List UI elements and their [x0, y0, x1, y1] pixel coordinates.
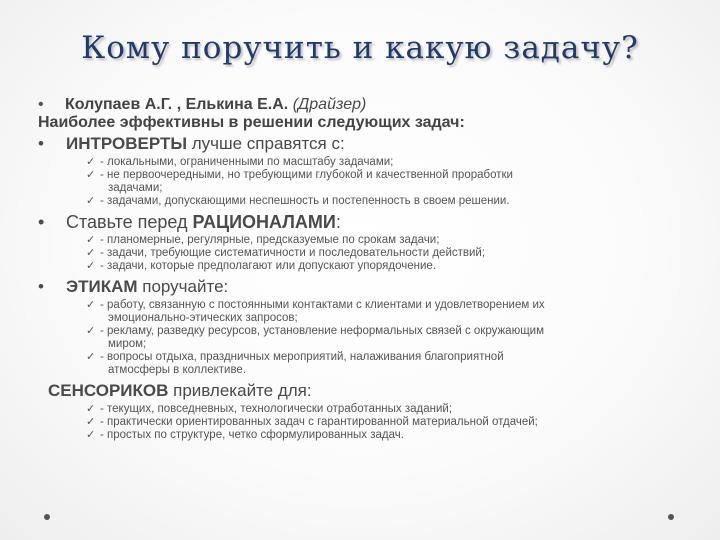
checkmark-icon: ✓ [86, 195, 96, 207]
introverts-item [86, 195, 698, 208]
rationals-item [86, 234, 698, 247]
introverts-head: ИНТРОВЕРТЫ [66, 134, 187, 153]
rationals-post: : [335, 212, 341, 232]
ethics-item-text: эмоционально-этических запросов; [108, 312, 298, 324]
ethics-item [86, 364, 698, 377]
sensors-item-text: - практически ориентированных задач с гарантированной материальной отдачей; [100, 416, 538, 428]
ethics-item-text: атмосферы в коллективе. [108, 364, 247, 376]
authors-source: (Драйзер) [292, 96, 367, 113]
ethics-item-text: - работу, связанную с постоянными контактами с клиентами и удовлетворением их [100, 299, 545, 311]
sensors-list [86, 403, 698, 442]
introverts-rest: лучше справятся с: [186, 134, 345, 153]
section-sensors [48, 381, 698, 401]
bullet-icon: • [38, 134, 44, 153]
introverts-item-text: - задачами, допускающими неспешность и постепенность в своем решении. [100, 195, 510, 207]
ethics-item-text: - вопросы отдыха, праздничных мероприятий, налаживания благоприятной [100, 351, 504, 363]
decorative-dot [44, 514, 50, 520]
ethics-item [86, 312, 698, 325]
sensors-item [86, 416, 698, 429]
introverts-item-text: - не первоочередными, но требующими глубокой и качественной проработки [100, 169, 513, 181]
checkmark-icon: ✓ [86, 156, 96, 168]
section-introverts [38, 134, 698, 154]
decorative-dot [668, 514, 674, 520]
bullet-icon: • [38, 96, 44, 113]
checkmark-icon: ✓ [86, 169, 96, 181]
authors-line [38, 96, 698, 114]
rationals-item [86, 260, 698, 273]
ethics-list [86, 299, 698, 377]
introverts-item [86, 169, 698, 182]
checkmark-icon: ✓ [86, 416, 96, 428]
sensors-item [86, 429, 698, 442]
sensors-rest: привлекайте для: [168, 381, 312, 400]
checkmark-icon: ✓ [86, 234, 96, 246]
rationals-item-text: - задачи, требующие систематичности и последовательности действий; [100, 247, 486, 259]
slide-body [38, 96, 698, 446]
section-rationals [38, 212, 698, 232]
introverts-item-text: - локальными, ограниченными по масштабу задачами; [100, 156, 394, 168]
rationals-head: РАЦИОНАЛАМИ [192, 212, 336, 232]
authors-names: Колупаев А.Г. , Елькина Е.А. [65, 96, 289, 113]
checkmark-icon: ✓ [86, 351, 96, 363]
introverts-list [86, 156, 698, 208]
sensors-item [86, 403, 698, 416]
section-ethics [38, 277, 698, 297]
introverts-item-text: задачами; [108, 182, 163, 194]
ethics-item [86, 325, 698, 338]
rationals-pre: Ставьте перед [66, 212, 193, 232]
rationals-item-text: - планомерные, регулярные, предсказуемые по срокам задачи; [100, 234, 440, 246]
checkmark-icon: ✓ [86, 429, 96, 441]
checkmark-icon: ✓ [86, 403, 96, 415]
sensors-item-text: - текущих, повседневных, технологически отработанных заданий; [100, 403, 453, 415]
bullet-icon: • [38, 277, 44, 296]
ethics-head: ЭТИКАМ [66, 277, 138, 296]
bullet-icon: • [38, 212, 45, 232]
checkmark-icon: ✓ [86, 247, 96, 259]
sensors-item-text: - простых по структуре, четко сформулированных задач. [100, 429, 404, 441]
checkmark-icon: ✓ [86, 299, 96, 311]
ethics-item [86, 299, 698, 312]
introverts-item [86, 182, 698, 195]
ethics-item-text: миром; [108, 338, 147, 350]
ethics-item-text: - рекламу, разведку ресурсов, установление неформальных связей с окружающим [100, 325, 544, 337]
rationals-list [86, 234, 698, 273]
checkmark-icon: ✓ [86, 260, 96, 272]
ethics-item [86, 351, 698, 364]
checkmark-icon: ✓ [86, 325, 96, 337]
introverts-item [86, 156, 698, 169]
slide-title: Кому поручить и какую задачу? [81, 30, 639, 66]
intro-line [38, 114, 698, 132]
ethics-item [86, 338, 698, 351]
sensors-head: СЕНСОРИКОВ [48, 381, 169, 400]
intro-text: Наиболее эффективны в решении следующих задач: [38, 114, 465, 131]
rationals-item [86, 247, 698, 260]
rationals-item-text: - задачи, которые предполагают или допускают упорядочение. [100, 260, 437, 272]
ethics-rest: поручайте: [137, 277, 229, 296]
